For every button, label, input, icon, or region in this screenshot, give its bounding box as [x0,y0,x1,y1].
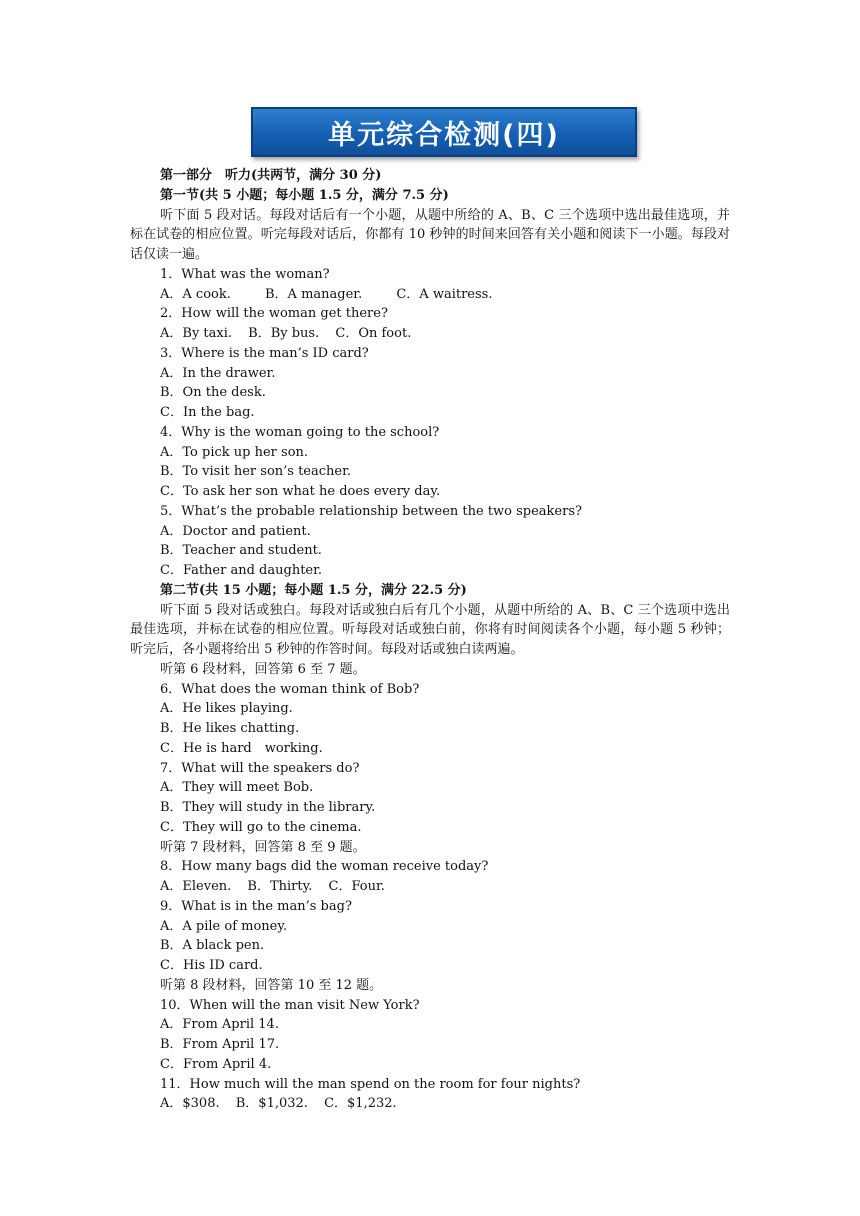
option-c: C．He is hard working. [160,740,323,756]
option-a: A．A pile of money. [160,918,288,934]
section2-instructions: 听下面 5 段对话或独白。每段对话或独白后有几个小题，从题中所给的 A、B、C 三个选项中选出最佳选项，并标在试卷的相应位置。听每段对话或独白前，你将有时间阅读各个小题，每小题 5 秒钟；听完后，各小题将给出 5 秒钟的作答时间。每段对话或独白读两遍。 [130,602,730,657]
option-c: C．$1,232. [324,1096,397,1112]
option-a: A．He likes playing. [160,701,293,717]
option-c: C．To ask her son what he does every day. [160,484,441,499]
question-stem: 7．What will the speakers do? [160,760,360,776]
option-a: A．Eleven. [160,879,232,894]
question-options [130,324,730,344]
option-b: B．Teacher and student. [160,543,322,559]
material-note: 听第 8 段材料，回答第 10 至 12 题。 [160,977,383,993]
option-b: B．To visit her son’s teacher. [160,464,352,480]
option-a: A．By taxi. [160,326,233,341]
question-stem: 6．What does the woman think of Bob? [160,681,420,697]
part-heading: 第一部分 听力(共两节，满分 30 分) [160,168,382,183]
option-b: B．By bus. [248,326,320,341]
material-note: 听第 7 段材料，回答第 8 至 9 题。 [160,839,366,855]
option-a: A．Doctor and patient. [160,523,311,539]
option-c: C．They will go to the cinema. [160,819,362,835]
question-stem: 8．How many bags did the woman receive today? [160,859,489,875]
option-b: B．On the desk. [160,385,266,401]
option-b: B．A manager. [265,286,363,302]
option-c: C．His ID card. [160,958,263,973]
option-b: B．He likes chatting. [160,721,300,736]
section1-heading: 第一节(共 5 小题；每小题 1.5 分，满分 7.5 分) [160,187,449,203]
question-stem: 2．How will the woman get there? [160,306,388,322]
question-stem: 10．When will the man visit New York? [160,997,420,1013]
question-options [130,877,730,897]
document-body [130,166,730,1114]
option-a: A．From April 14. [160,1017,279,1033]
material-note: 听第 6 段材料，回答第 6 至 7 题。 [160,661,366,677]
question-stem: 11．How much will the man spend on the room for four nights? [160,1076,581,1092]
option-c: C．Four. [328,879,385,894]
option-b: B．Thirty. [247,879,313,894]
option-b: B．They will study in the library. [160,800,376,815]
option-a: A．To pick up her son. [160,444,309,460]
question-stem: 1．What was the woman? [160,266,330,282]
option-a: A．They will meet Bob. [160,780,314,796]
question-stem: 9．What is in the man’s bag? [160,898,352,914]
title-banner [251,107,637,157]
question-stem: 5．What’s the probable relationship between the two speakers? [160,503,582,519]
option-a: A．A cook. [160,286,231,302]
option-a: A．In the drawer. [160,365,276,381]
option-c: C．A waitress. [396,286,493,302]
question-options [130,285,730,305]
section2-heading: 第二节(共 15 小题；每小题 1.5 分，满分 22.5 分) [160,582,467,598]
option-c: C．From April 4. [160,1056,272,1072]
question-stem: 4．Why is the woman going to the school? [160,424,440,440]
option-b: B．$1,032. [235,1096,308,1112]
option-b: B．From April 17. [160,1037,280,1052]
question-options [130,1094,730,1114]
option-c: C．Father and daughter. [160,563,323,578]
option-c: C．In the bag. [160,405,255,420]
option-c: C．On foot. [335,326,412,341]
page-title: 单元综合检测(四) [328,119,560,151]
option-b: B．A black pen. [160,938,265,954]
option-a: A．$308. [160,1096,220,1112]
question-stem: 3．Where is the man’s ID card? [160,345,369,361]
section1-instructions: 听下面 5 段对话。每段对话后有一个小题，从题中所给的 A、B、C 三个选项中选出最佳选项，并标在试卷的相应位置。听完每段对话后，你都有 10 秒钟的时间来回答有关小题和阅读下一小题。每段对话仅读一遍。 [130,207,730,262]
